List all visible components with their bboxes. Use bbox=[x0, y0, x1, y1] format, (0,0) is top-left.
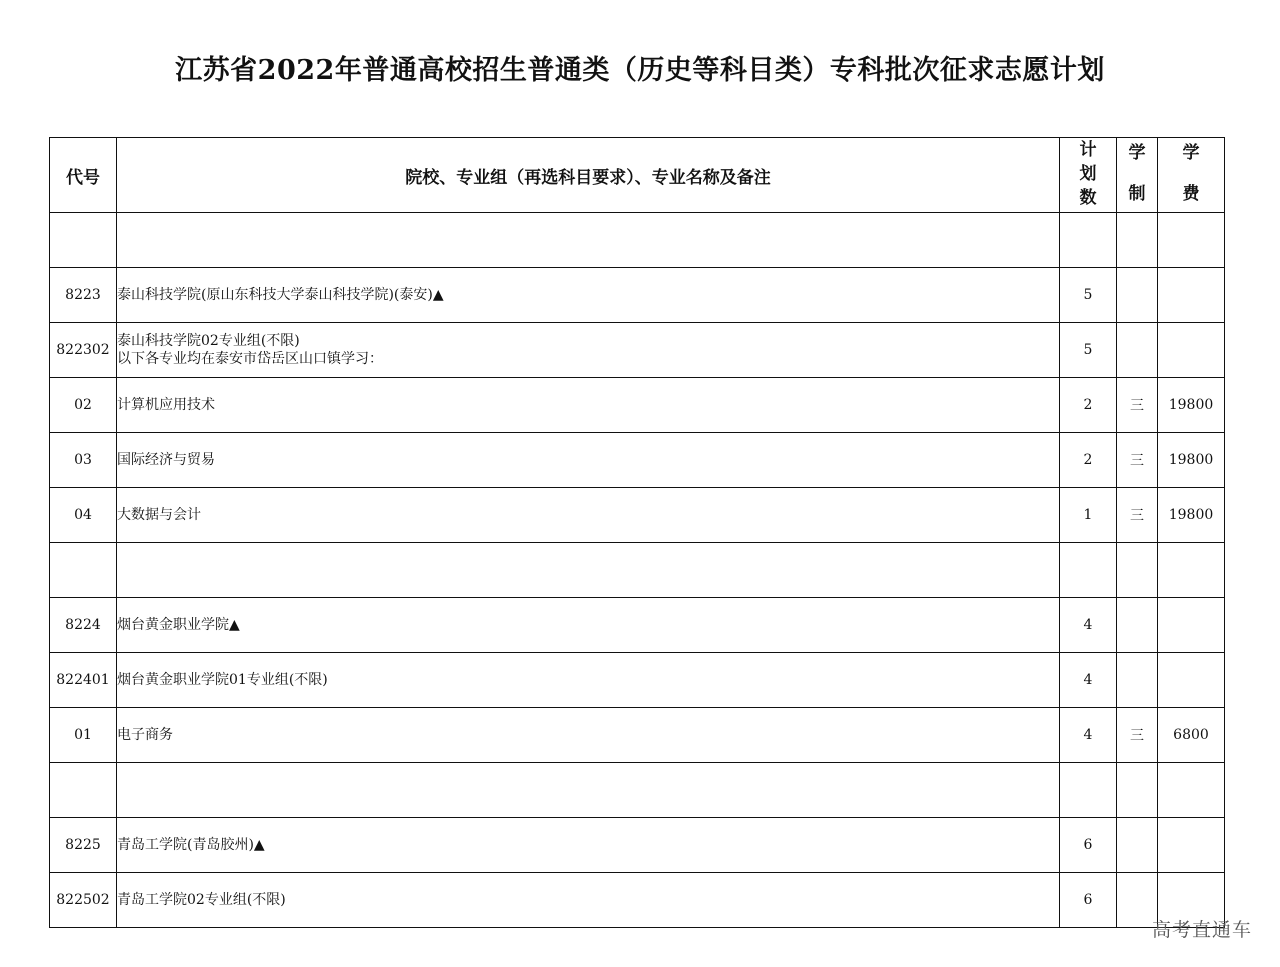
cell-duration bbox=[1117, 818, 1158, 873]
cell-duration: 三 bbox=[1117, 488, 1158, 543]
cell-code: 02 bbox=[50, 378, 117, 433]
header-code: 代号 bbox=[50, 138, 117, 213]
cell-code bbox=[50, 213, 117, 268]
cell-name bbox=[117, 543, 1060, 598]
cell-code bbox=[50, 763, 117, 818]
cell-plan-count: 2 bbox=[1060, 433, 1117, 488]
watermark: 高考直通车 bbox=[1151, 919, 1252, 941]
cell-name bbox=[117, 598, 1060, 653]
cell-name-line: 烟台黄金职业学院▲ bbox=[117, 617, 240, 633]
cell-name-line: 国际经济与贸易 bbox=[117, 452, 215, 468]
cell-name-line: 泰山科技学院(原山东科技大学泰山科技学院)(泰安)▲ bbox=[117, 287, 444, 303]
cell-name bbox=[117, 653, 1060, 708]
cell-fee bbox=[1158, 323, 1225, 378]
cell-duration bbox=[1117, 543, 1158, 598]
table-row bbox=[50, 763, 1225, 818]
cell-fee: 19800 bbox=[1158, 378, 1225, 433]
cell-name bbox=[117, 488, 1060, 543]
cell-fee bbox=[1158, 818, 1225, 873]
cell-code: 01 bbox=[50, 708, 117, 763]
cell-duration: 三 bbox=[1117, 708, 1158, 763]
cell-duration bbox=[1117, 268, 1158, 323]
table-row bbox=[50, 323, 1225, 378]
enrollment-plan-table bbox=[49, 137, 1225, 928]
cell-code: 04 bbox=[50, 488, 117, 543]
header-plan-count: 计 划 数 bbox=[1060, 138, 1117, 213]
cell-fee bbox=[1158, 543, 1225, 598]
cell-plan-count: 5 bbox=[1060, 268, 1117, 323]
cell-duration bbox=[1117, 213, 1158, 268]
cell-name-line: 以下各专业均在泰安市岱岳区山口镇学习： bbox=[117, 351, 383, 367]
table-row bbox=[50, 598, 1225, 653]
cell-name bbox=[117, 433, 1060, 488]
page-title: 江苏省2022年普通高校招生普通类（历史等科目类）专科批次征求志愿计划 bbox=[175, 55, 1105, 86]
cell-plan-count: 1 bbox=[1060, 488, 1117, 543]
cell-code: 822401 bbox=[50, 653, 117, 708]
table-row bbox=[50, 818, 1225, 873]
cell-fee bbox=[1158, 268, 1225, 323]
cell-code: 8223 bbox=[50, 268, 117, 323]
table-row bbox=[50, 268, 1225, 323]
cell-name-line: 青岛工学院(青岛胶州)▲ bbox=[117, 837, 265, 853]
cell-code bbox=[50, 543, 117, 598]
cell-duration bbox=[1117, 323, 1158, 378]
header-fee: 学 费 bbox=[1158, 138, 1225, 213]
cell-name bbox=[117, 323, 1060, 378]
table-row bbox=[50, 543, 1225, 598]
cell-plan-count: 2 bbox=[1060, 378, 1117, 433]
cell-fee: 6800 bbox=[1158, 708, 1225, 763]
cell-duration bbox=[1117, 763, 1158, 818]
cell-plan-count bbox=[1060, 763, 1117, 818]
cell-name bbox=[117, 268, 1060, 323]
table-row bbox=[50, 488, 1225, 543]
cell-fee: 19800 bbox=[1158, 433, 1225, 488]
table-row bbox=[50, 653, 1225, 708]
cell-fee bbox=[1158, 763, 1225, 818]
table-row bbox=[50, 213, 1225, 268]
header-name: 院校、专业组（再选科目要求）、专业名称及备注 bbox=[117, 138, 1060, 213]
cell-plan-count: 6 bbox=[1060, 873, 1117, 928]
table-row bbox=[50, 708, 1225, 763]
cell-duration bbox=[1117, 653, 1158, 708]
cell-name-line: 青岛工学院02专业组(不限) bbox=[117, 892, 286, 908]
cell-name bbox=[117, 213, 1060, 268]
cell-name bbox=[117, 873, 1060, 928]
cell-name bbox=[117, 818, 1060, 873]
cell-code: 822502 bbox=[50, 873, 117, 928]
table-row bbox=[50, 873, 1225, 928]
cell-name-line: 泰山科技学院02专业组(不限) bbox=[117, 333, 300, 349]
cell-plan-count bbox=[1060, 543, 1117, 598]
cell-code: 8225 bbox=[50, 818, 117, 873]
cell-code: 03 bbox=[50, 433, 117, 488]
cell-plan-count bbox=[1060, 213, 1117, 268]
cell-name bbox=[117, 763, 1060, 818]
cell-duration: 三 bbox=[1117, 378, 1158, 433]
cell-name bbox=[117, 708, 1060, 763]
cell-plan-count: 4 bbox=[1060, 653, 1117, 708]
cell-duration: 三 bbox=[1117, 433, 1158, 488]
header-duration: 学 制 bbox=[1117, 138, 1158, 213]
cell-fee: 19800 bbox=[1158, 488, 1225, 543]
cell-name-line: 计算机应用技术 bbox=[117, 397, 215, 413]
cell-name-line: 烟台黄金职业学院01专业组(不限) bbox=[117, 672, 328, 688]
cell-name-line: 大数据与会计 bbox=[117, 507, 201, 523]
cell-plan-count: 6 bbox=[1060, 818, 1117, 873]
cell-fee bbox=[1158, 213, 1225, 268]
cell-duration bbox=[1117, 598, 1158, 653]
table-header-row bbox=[50, 138, 1225, 213]
table-row bbox=[50, 433, 1225, 488]
table-row bbox=[50, 378, 1225, 433]
cell-plan-count: 4 bbox=[1060, 708, 1117, 763]
cell-plan-count: 5 bbox=[1060, 323, 1117, 378]
cell-fee bbox=[1158, 653, 1225, 708]
cell-plan-count: 4 bbox=[1060, 598, 1117, 653]
cell-code: 822302 bbox=[50, 323, 117, 378]
cell-fee bbox=[1158, 598, 1225, 653]
cell-name bbox=[117, 378, 1060, 433]
cell-name-line: 电子商务 bbox=[117, 727, 173, 743]
cell-code: 8224 bbox=[50, 598, 117, 653]
